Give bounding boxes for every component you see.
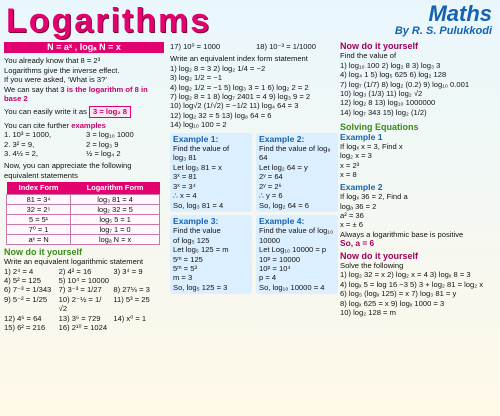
- instruction-text: Find the value of: [340, 51, 397, 61]
- solve-item: 4) logₓ 5 = log 16 −3 5) 3 + log₂ 81 = log₂ x: [340, 279, 484, 289]
- intro-line: You already know that 8 = 2³: [4, 56, 101, 66]
- solve-item: 8) logₓ 625 = x 9) logₓ 1000 = 3: [340, 298, 445, 308]
- example-3-panel: Example 3: Find the value of log₅ 125 Let log₅ 125 = m 5ᵐ = 125 5ᵐ = 5³ m = 3 So, log₅ 125 = 3: [170, 215, 252, 294]
- exercise-row: 6) 7⁻³ = 1/343 7) 3⁻³ = 1/27 8) 27⅓ = 3: [4, 285, 150, 295]
- example-1-panel: Example 1: Find the value of log₃ 81 Let log₃ 81 = x 3ˣ = 81 3ˣ = 3⁴ ∴ x = 4 So, log₃ 81 = 4: [170, 133, 252, 212]
- brand: [395, 3, 492, 37]
- brand-subject: Maths: [428, 1, 492, 26]
- appreciate-text: equivalent statements: [4, 170, 78, 180]
- can-say-text: We can say that 3 is the logarithm of 8 in base 2: [4, 84, 148, 104]
- result-text: So, a = 6: [340, 238, 375, 249]
- example-row: 1. 10³ = 1000, 3 = log₁₀ 1000: [4, 130, 134, 140]
- example-row: 2. 3² = 9, 2 = log₃ 9: [4, 139, 119, 149]
- solve-item: 1) log₂ 32 = x 2) log₂ x = 4 3) logₓ 8 = 3: [340, 270, 471, 280]
- index-item: 1) log₂ 8 = 3 2) log₂ 1/4 = −2: [170, 63, 266, 73]
- exercise-row: 9) 5⁻² = 1/25 10) 2⁻½ = 1/√2 11) 5³ = 25: [4, 294, 150, 314]
- table-header: Index Form: [7, 182, 71, 194]
- index-item: 3) log₂ 1/2 = −1: [170, 73, 222, 83]
- equivalence-table: [6, 182, 160, 244]
- exercise-item: 4) log₄ 1 5) log₅ 625 6) log₂ 128: [340, 70, 447, 80]
- exercise-item: 1) log₁₀ 100 2) log₂ 8 3) log₃ 3: [340, 60, 441, 70]
- example-title: Example 1: [340, 131, 383, 142]
- example-pair: [170, 133, 338, 212]
- example-pair: [170, 215, 338, 294]
- section-heading: Solving Equations: [340, 122, 419, 133]
- exercise-item: 14) log₇ 343 15) log₂ (1/2): [340, 107, 427, 117]
- intro-line: If you were asked, ‘What is 3?’: [4, 75, 107, 85]
- exercise-item: 7) log₇ (1/7) 8) log₂ (0.2) 9) log₁₀ 0.001: [340, 79, 470, 89]
- example-2-panel: Example 2: Find the value of log₈ 64 Let log₂ 64 = y 2ʸ = 64 2ʸ = 2⁶ ∴ y = 6 So, log₂ 64 = 6: [256, 133, 338, 212]
- table-row: 81 = 3⁴ log₃ 81 = 4: [7, 194, 160, 204]
- index-item: 7) log₂ 8 = 1 8) log₇ 2401 = 4 9) log₃ 9 = 2: [170, 92, 311, 102]
- example-title: Example 2: [340, 181, 383, 192]
- column-index-form: [170, 42, 338, 294]
- example-4-panel: Example 4: Find the value of log₁₀ 10000 Let Log₁₀ 10000 = p 10ᵖ = 10000 10ᵖ = 10⁴ p = 4 So, log₁₀ 10000 = 4: [256, 215, 338, 294]
- table-header: Logarithm Form: [71, 182, 160, 194]
- note-text: Always a logarithmic base is positive: [340, 229, 464, 239]
- definition-banner: N = aˣ , logₐ N = x: [4, 42, 164, 53]
- solve-item: 6) log₅ (logₓ 125) = x 7) log₃ 81 = y: [340, 289, 457, 299]
- exercise-item: 10) log₃ (1/3) 11) log₂ √2: [340, 89, 423, 99]
- table-row: 32 = 2⁵ log₂ 32 = 5: [7, 204, 160, 214]
- table-row: 5 = 5¹ log₅ 5 = 1: [7, 214, 160, 224]
- table-row: 7⁰ = 1 log₇ 1 = 0: [7, 224, 160, 234]
- exercise-row: 4) 5² = 125 5) 10⁴ = 10000: [4, 275, 110, 285]
- solve-item: 10) log₂ 128 = m: [340, 307, 396, 317]
- index-item: 10) log√2 (1/√2) = −1/2 11) log₄ 64 = 3: [170, 101, 299, 111]
- cite-text: You can cite further examples: [4, 120, 106, 130]
- brand-author: By R. S. Pulukkodi: [394, 25, 492, 37]
- index-item: 12) log₂ 32 = 5 13) log₈ 64 = 6: [170, 110, 272, 120]
- section-heading: Now do it yourself: [340, 250, 419, 261]
- index-item: 4) log₂ 1/2 = −1 5) log₃ 3 = 1 6) log₂ 2 = 2: [170, 82, 309, 92]
- index-item: 14) log₁₀ 100 = 2: [170, 120, 227, 130]
- instruction-text: Write an equivalent index form statement: [170, 54, 308, 64]
- exercise-row: 17) 10⁰ = 1000 18) 10⁻³ = 1/1000: [170, 42, 316, 51]
- instruction-text: Solve the following: [340, 260, 404, 270]
- instruction-text: Write an equivalent logarithmic statement: [4, 257, 144, 267]
- column-exercises: Now do it yourself Find the value of 1) log₁₀ 100 2) log₂ 8 3) log₃ 3 4) log₄ 1 5) log₅ 625 6) log₂ 128 7) log₇ (1/7) 8) log₂ (0.2) 9) log₁₀ 0.001 10) log₃ (1/3) 11) log₂ √2 12) log₂ 8 13) log₁₀ 1000000 14) log₇ 343 15) log₂ (1/2) Solving Equations Example 1 If logₓ x = 3, Find x log₂ x = 3 x = 2³ x = 8 Example 2 If logₓ 36 = 2, Find a logₐ 36 = 2 a² = 36 x = ± 6 Always a logarithmic base is positive So, a = 6 Now do it yourself Solve the following 1) log₂ 32 = x 2) log₂ x = 4 3) logₓ 8 = 3 4) logₓ 5 = log 16 −3 5) 3 + log₂ 81 = log₂ x 6) log₅ (logₓ 125) = x 7) log₃ 81 = y 8) logₓ 625 = x 9) logₓ 1000 = 3 10) log₂ 128 = m: [340, 42, 498, 317]
- exercise-row: 12) 4⁶ = 64 13) 3⁶ = 729 14) x⁰ = 1: [4, 313, 147, 323]
- column-intro: [4, 42, 164, 332]
- example-row: 3. 4½ = 2, ½ = log₄ 2: [4, 149, 121, 159]
- page-title: Logarithms: [6, 2, 212, 40]
- exercise-item: 12) log₂ 8 13) log₁₀ 1000000: [340, 98, 436, 108]
- easily-text: You can easily write it as 3 = log₂ 8: [4, 106, 164, 117]
- section-heading: Now do it yourself: [340, 41, 419, 51]
- exercise-row: 15) 6² = 216 16) 2¹⁰ = 1024: [4, 322, 108, 332]
- highlight-box: 3 = log₂ 8: [89, 106, 131, 117]
- section-heading: Now do it yourself: [4, 246, 83, 257]
- exercise-row: 1) 2⁴ = 4 2) 4² = 16 3) 3⁴ = 9: [4, 266, 143, 276]
- appreciate-text: Now, you can appreciate the following: [4, 161, 132, 171]
- intro-line: Logarithms give the inverse effect.: [4, 65, 120, 75]
- table-row: aˣ = N logₐ N = x: [7, 234, 160, 244]
